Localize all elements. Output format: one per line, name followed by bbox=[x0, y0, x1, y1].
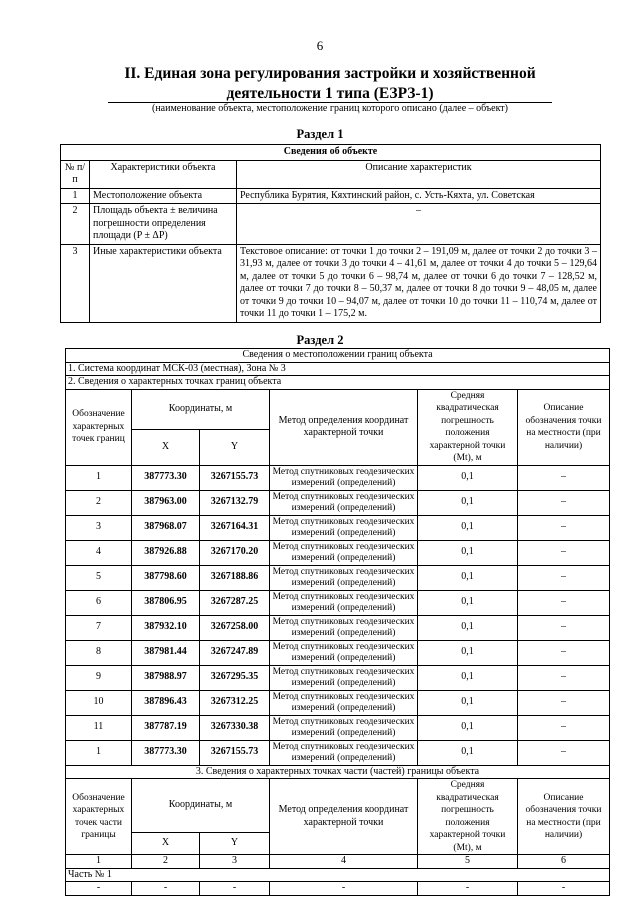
point-id: 10 bbox=[66, 690, 132, 715]
section-2-heading: Раздел 2 bbox=[296, 333, 344, 347]
point-error: 0,1 bbox=[418, 640, 518, 665]
part-label: Часть № 1 bbox=[66, 868, 610, 882]
table-row bbox=[66, 740, 610, 765]
part-cell: - bbox=[200, 882, 270, 896]
point-desc: – bbox=[518, 665, 610, 690]
point-method: Метод спутниковых геодезических измерений (определений) bbox=[270, 515, 418, 540]
row-num: 3 bbox=[61, 244, 90, 322]
table-row bbox=[66, 515, 610, 540]
table-row bbox=[66, 590, 610, 615]
point-method: Метод спутниковых геодезических измерений (определений) bbox=[270, 565, 418, 590]
part-desc-header: Описание обозначения точки на местности (при наличии) bbox=[518, 779, 610, 855]
point-id: 7 bbox=[66, 615, 132, 640]
point-desc: – bbox=[518, 490, 610, 515]
point-method: Метод спутниковых геодезических измерений (определений) bbox=[270, 590, 418, 615]
point-id: 1 bbox=[66, 740, 132, 765]
point-error: 0,1 bbox=[418, 565, 518, 590]
col-number-4: 4 bbox=[270, 855, 418, 869]
table-row bbox=[66, 690, 610, 715]
point-y: 3267258.00 bbox=[200, 615, 270, 640]
point-error: 0,1 bbox=[418, 615, 518, 640]
object-subtitle: (наименование объекта, местоположение границ которого описано (далее – объект) bbox=[151, 103, 509, 114]
part-method-header: Метод определения координат характерной точки bbox=[270, 779, 418, 855]
row-desc: Республика Бурятия, Кяхтинский район, с. Усть-Кяхта, ул. Советская bbox=[237, 188, 601, 204]
part-cell: - bbox=[66, 882, 132, 896]
part-y-header: Y bbox=[200, 833, 270, 855]
document-title bbox=[90, 64, 570, 104]
point-y: 3267287.25 bbox=[200, 590, 270, 615]
point-desc: – bbox=[518, 540, 610, 565]
section-1-heading: Раздел 1 bbox=[296, 127, 344, 141]
point-error: 0,1 bbox=[418, 740, 518, 765]
row-char: Иные характеристики объекта bbox=[90, 244, 237, 322]
point-x: 387963.00 bbox=[132, 490, 200, 515]
point-error: 0,1 bbox=[418, 540, 518, 565]
point-x: 387798.60 bbox=[132, 565, 200, 590]
y-header: Y bbox=[200, 429, 270, 465]
table-row bbox=[66, 490, 610, 515]
point-error: 0,1 bbox=[418, 515, 518, 540]
col-number-2: 2 bbox=[132, 855, 200, 869]
boundary-table-title: Сведения о местоположении границ объекта bbox=[66, 349, 610, 363]
point-y: 3267330.38 bbox=[200, 715, 270, 740]
point-x: 387773.30 bbox=[132, 740, 200, 765]
point-y: 3267164.31 bbox=[200, 515, 270, 540]
table-row bbox=[66, 640, 610, 665]
row-char: Местоположение объекта bbox=[90, 188, 237, 204]
subsection-3-title: 3. Сведения о характерных точках части (частей) границы объекта bbox=[66, 765, 610, 779]
boundary-points-table bbox=[65, 348, 610, 896]
row-char: Площадь объекта ± величина погрешности определения площади (P ± ΔP) bbox=[90, 204, 237, 245]
point-y: 3267295.35 bbox=[200, 665, 270, 690]
col-number-3: 3 bbox=[200, 855, 270, 869]
row-num: 2 bbox=[61, 204, 90, 245]
part-cell: - bbox=[518, 882, 610, 896]
col-number-1: 1 bbox=[66, 855, 132, 869]
point-method: Метод спутниковых геодезических измерений (определений) bbox=[270, 665, 418, 690]
part-cell: - bbox=[132, 882, 200, 896]
title-line-1: II. Единая зона регулирования застройки и хозяйственной bbox=[124, 65, 536, 82]
coord-system: 1. Система координат МСК-03 (местная), Зона № 3 bbox=[66, 362, 610, 376]
col-num-header: № п/п bbox=[61, 160, 90, 188]
point-id: 11 bbox=[66, 715, 132, 740]
point-y: 3267247.89 bbox=[200, 640, 270, 665]
point-desc: – bbox=[518, 515, 610, 540]
table-row bbox=[66, 665, 610, 690]
row-num: 1 bbox=[61, 188, 90, 204]
point-desc: – bbox=[518, 640, 610, 665]
table-row bbox=[66, 615, 610, 640]
point-error: 0,1 bbox=[418, 715, 518, 740]
point-id: 6 bbox=[66, 590, 132, 615]
table-row bbox=[61, 188, 601, 204]
point-id: 1 bbox=[66, 465, 132, 490]
point-x: 387968.07 bbox=[132, 515, 200, 540]
part-cell: - bbox=[270, 882, 418, 896]
point-error: 0,1 bbox=[418, 465, 518, 490]
point-method: Метод спутниковых геодезических измерений (определений) bbox=[270, 615, 418, 640]
point-desc: – bbox=[518, 740, 610, 765]
page-number: 6 bbox=[316, 38, 324, 53]
row-desc: Текстовое описание: от точки 1 до точки 2 – 191,09 м, далее от точки 2 до точки 3 – 31,93 м, далее от точки 3 до точки 4 – 41,61 м, далее от точки 4 до точки 5 – 129,64 м, далее от точки 5 до точки 6 – 98,74 м, далее от точки 6 до точки 7 – 128,52 м, далее от точки 7 до точки 8 – 50,37 м, далее от точки 8 до точки 9 – 48,05 м, далее от точки 9 до точки 10 – 94,07 м, далее от точки 10 до точки 11 – 110,74 м, далее от точки 11 до точки 1 – 175,2 м. bbox=[237, 244, 601, 322]
desc-header: Описание обозначения точки на местности (при наличии) bbox=[518, 389, 610, 465]
point-y: 3267170.20 bbox=[200, 540, 270, 565]
point-desc: – bbox=[518, 615, 610, 640]
point-method: Метод спутниковых геодезических измерений (определений) bbox=[270, 490, 418, 515]
point-y: 3267155.73 bbox=[200, 740, 270, 765]
table-row bbox=[66, 540, 610, 565]
object-info-table bbox=[60, 144, 601, 323]
point-id: 8 bbox=[66, 640, 132, 665]
point-method: Метод спутниковых геодезических измерений (определений) bbox=[270, 690, 418, 715]
point-id: 3 bbox=[66, 515, 132, 540]
col-number-6: 6 bbox=[518, 855, 610, 869]
part-cell: - bbox=[418, 882, 518, 896]
row-desc: – bbox=[237, 204, 601, 245]
part-error-header: Средняя квадратическая погрешность положения характерной точки (Mt), м bbox=[418, 779, 518, 855]
point-y: 3267155.73 bbox=[200, 465, 270, 490]
object-info-title: Сведения об объекте bbox=[61, 145, 601, 161]
point-y: 3267312.25 bbox=[200, 690, 270, 715]
point-x: 387806.95 bbox=[132, 590, 200, 615]
point-id: 2 bbox=[66, 490, 132, 515]
table-row bbox=[66, 715, 610, 740]
point-desc: – bbox=[518, 565, 610, 590]
table-row bbox=[61, 204, 601, 245]
title-line-2: деятельности 1 типа (ЕЗРЗ-1) bbox=[226, 85, 434, 102]
point-error: 0,1 bbox=[418, 690, 518, 715]
point-desc: – bbox=[518, 590, 610, 615]
point-id: 9 bbox=[66, 665, 132, 690]
point-x: 387896.43 bbox=[132, 690, 200, 715]
table-row bbox=[66, 565, 610, 590]
point-x: 387773.30 bbox=[132, 465, 200, 490]
point-error: 0,1 bbox=[418, 665, 518, 690]
point-x: 387926.88 bbox=[132, 540, 200, 565]
point-x: 387932.10 bbox=[132, 615, 200, 640]
point-method: Метод спутниковых геодезических измерений (определений) bbox=[270, 740, 418, 765]
table-row bbox=[66, 465, 610, 490]
point-method: Метод спутниковых геодезических измерений (определений) bbox=[270, 540, 418, 565]
point-desc: – bbox=[518, 715, 610, 740]
col-number-5: 5 bbox=[418, 855, 518, 869]
point-id: 4 bbox=[66, 540, 132, 565]
point-x: 387787.19 bbox=[132, 715, 200, 740]
point-x: 387981.44 bbox=[132, 640, 200, 665]
point-y: 3267188.86 bbox=[200, 565, 270, 590]
col-char-header: Характеристики объекта bbox=[90, 160, 237, 188]
point-id: 5 bbox=[66, 565, 132, 590]
point-y: 3267132.79 bbox=[200, 490, 270, 515]
method-header: Метод определения координат характерной точки bbox=[270, 389, 418, 465]
point-method: Метод спутниковых геодезических измерений (определений) bbox=[270, 465, 418, 490]
point-desc: – bbox=[518, 690, 610, 715]
col-desc-header: Описание характеристик bbox=[237, 160, 601, 188]
part-coords-header: Координаты, м bbox=[132, 779, 270, 833]
part-designation-header: Обозначение характерных точек части границы bbox=[66, 779, 132, 855]
point-method: Метод спутниковых геодезических измерений (определений) bbox=[270, 640, 418, 665]
error-header: Средняя квадратическая погрешность положения характерной точки (Mt), м bbox=[418, 389, 518, 465]
point-method: Метод спутниковых геодезических измерений (определений) bbox=[270, 715, 418, 740]
point-x: 387988.97 bbox=[132, 665, 200, 690]
table-row bbox=[61, 244, 601, 322]
part-x-header: X bbox=[132, 833, 200, 855]
x-header: X bbox=[132, 429, 200, 465]
point-desc: – bbox=[518, 465, 610, 490]
subsection-2-title: 2. Сведения о характерных точках границ объекта bbox=[66, 376, 610, 390]
designation-header: Обозначение характерных точек границ bbox=[66, 389, 132, 465]
point-error: 0,1 bbox=[418, 590, 518, 615]
point-error: 0,1 bbox=[418, 490, 518, 515]
coords-header: Координаты, м bbox=[132, 389, 270, 429]
